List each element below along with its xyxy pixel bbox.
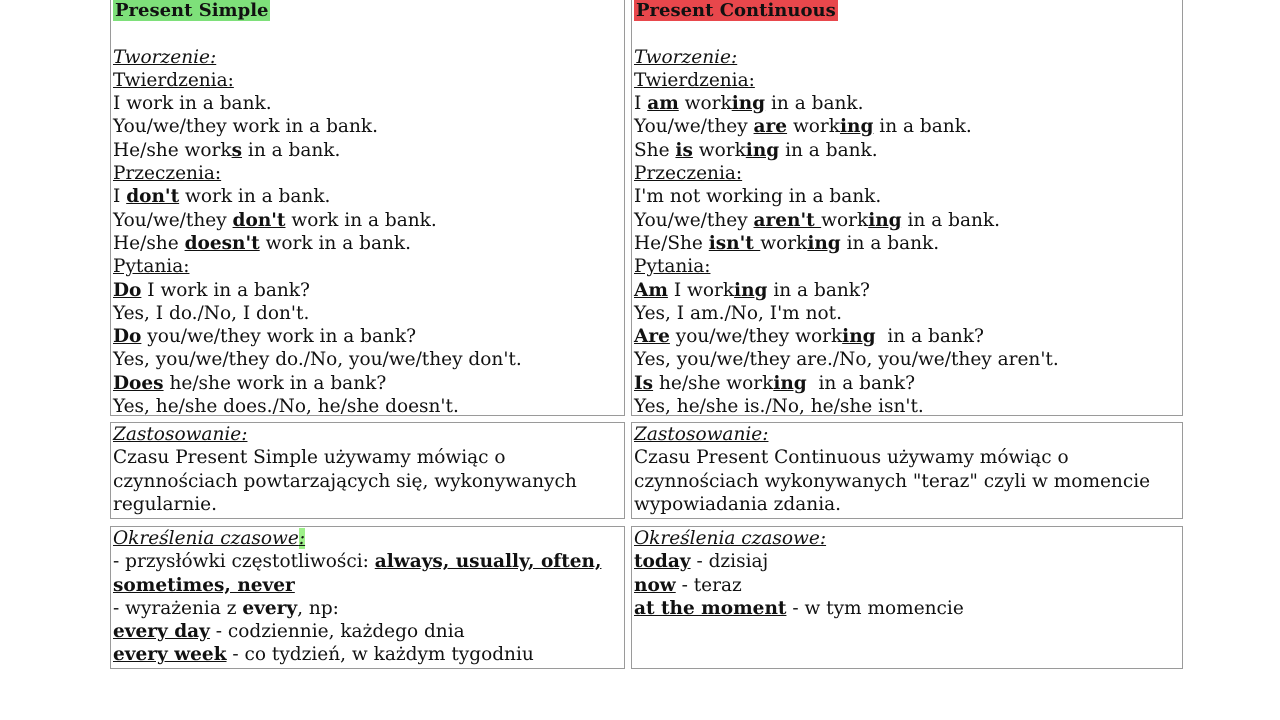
pc-aff-2: You/we/they are working in a bank. [634, 116, 972, 138]
ps-neg-1: I don't work in a bank. [113, 186, 331, 208]
ps-time-3: - wyrażenia z every, np: [113, 597, 339, 619]
pc-neg-2: You/we/they aren't working in a bank. [634, 209, 1000, 231]
pc-q-2: Are you/we/they working in a bank? [634, 326, 984, 348]
ps-q-1: Do I work in a bank? [113, 279, 310, 301]
pc-neg-3: He/She isn't working in a bank. [634, 232, 940, 254]
pc-negative-label: Przeczenia: [634, 163, 743, 185]
ps-aff-3: He/she works in a bank. [113, 139, 341, 161]
pc-q-1: Am I working in a bank? [634, 279, 870, 301]
present-continuous-formation-cell [631, 0, 1183, 416]
ps-negative-label: Przeczenia: [113, 163, 222, 185]
pc-q-3: Is he/she working in a bank? [634, 372, 916, 394]
pc-aff-3: She is working in a bank. [634, 139, 878, 161]
ps-affirmative-label: Twierdzenia: [113, 69, 234, 91]
ps-time-4: every day - codziennie, każdego dnia [113, 621, 465, 643]
pc-time-2: now - teraz [634, 574, 742, 596]
pc-aff-1: I am working in a bank. [634, 93, 864, 115]
pc-usage-1: Czasu Present Continuous używamy mówiąc o [634, 447, 1069, 469]
present-continuous-usage-cell [631, 422, 1183, 519]
ps-aff-1: I work in a bank. [113, 93, 272, 115]
pc-usage-label: Zastosowanie: [634, 424, 769, 445]
ps-a-2: Yes, you/we/they do./No, you/we/they don't. [113, 349, 522, 371]
ps-q-3: Does he/she work in a bank? [113, 372, 387, 394]
pc-usage-3: wypowiadania zdania. [634, 493, 842, 515]
ps-neg-3: He/she doesn't work in a bank. [113, 232, 411, 254]
pc-affirmative-label: Twierdzenia: [634, 69, 755, 91]
pc-neg-1: I'm not working in a bank. [634, 186, 882, 208]
present-simple-header: Present Simple [115, 0, 269, 21]
pc-question-label: Pytania: [634, 256, 711, 278]
pc-time-3: at the moment - w tym momencie [634, 597, 964, 619]
ps-usage-1: Czasu Present Simple używamy mówiąc o [113, 447, 506, 469]
pc-a-2: Yes, you/we/they are./No, you/we/they aren't. [634, 349, 1059, 371]
ps-usage-label: Zastosowanie: [113, 424, 248, 445]
ps-aff-2: You/we/they work in a bank. [113, 116, 378, 138]
pc-formation-label: Tworzenie: [634, 46, 738, 68]
ps-a-1: Yes, I do./No, I don't. [113, 302, 310, 324]
ps-q-2: Do you/we/they work in a bank? [113, 326, 417, 348]
pc-time-1: today - dzisiaj [634, 551, 769, 573]
present-continuous-header: Present Continuous [636, 0, 836, 21]
ps-time-1: - przysłówki częstotliwości: always, usually, often, [113, 551, 602, 573]
present-continuous-time-cell [631, 526, 1183, 669]
ps-time-label: Określenia czasowe: [113, 528, 306, 549]
pc-time-label: Określenia czasowe: [634, 528, 827, 549]
ps-neg-2: You/we/they don't work in a bank. [113, 209, 437, 231]
ps-usage-2: czynnościach powtarzających się, wykonywanych [113, 470, 577, 492]
ps-a-3: Yes, he/she does./No, he/she doesn't. [113, 396, 459, 416]
pc-usage-2: czynnościach wykonywanych "teraz" czyli w momencie [634, 470, 1151, 492]
present-simple-time-cell [110, 526, 625, 669]
present-simple-usage-cell [110, 422, 625, 519]
ps-time-5: every week - co tydzień, w każdym tygodniu [113, 644, 534, 666]
ps-question-label: Pytania: [113, 256, 190, 278]
ps-formation-label: Tworzenie: [113, 46, 217, 68]
ps-usage-3: regularnie. [113, 493, 217, 515]
pc-a-1: Yes, I am./No, I'm not. [634, 302, 842, 324]
pc-a-3: Yes, he/she is./No, he/she isn't. [634, 396, 924, 416]
present-simple-formation-cell [110, 0, 625, 416]
ps-time-2: sometimes, never [113, 574, 295, 596]
